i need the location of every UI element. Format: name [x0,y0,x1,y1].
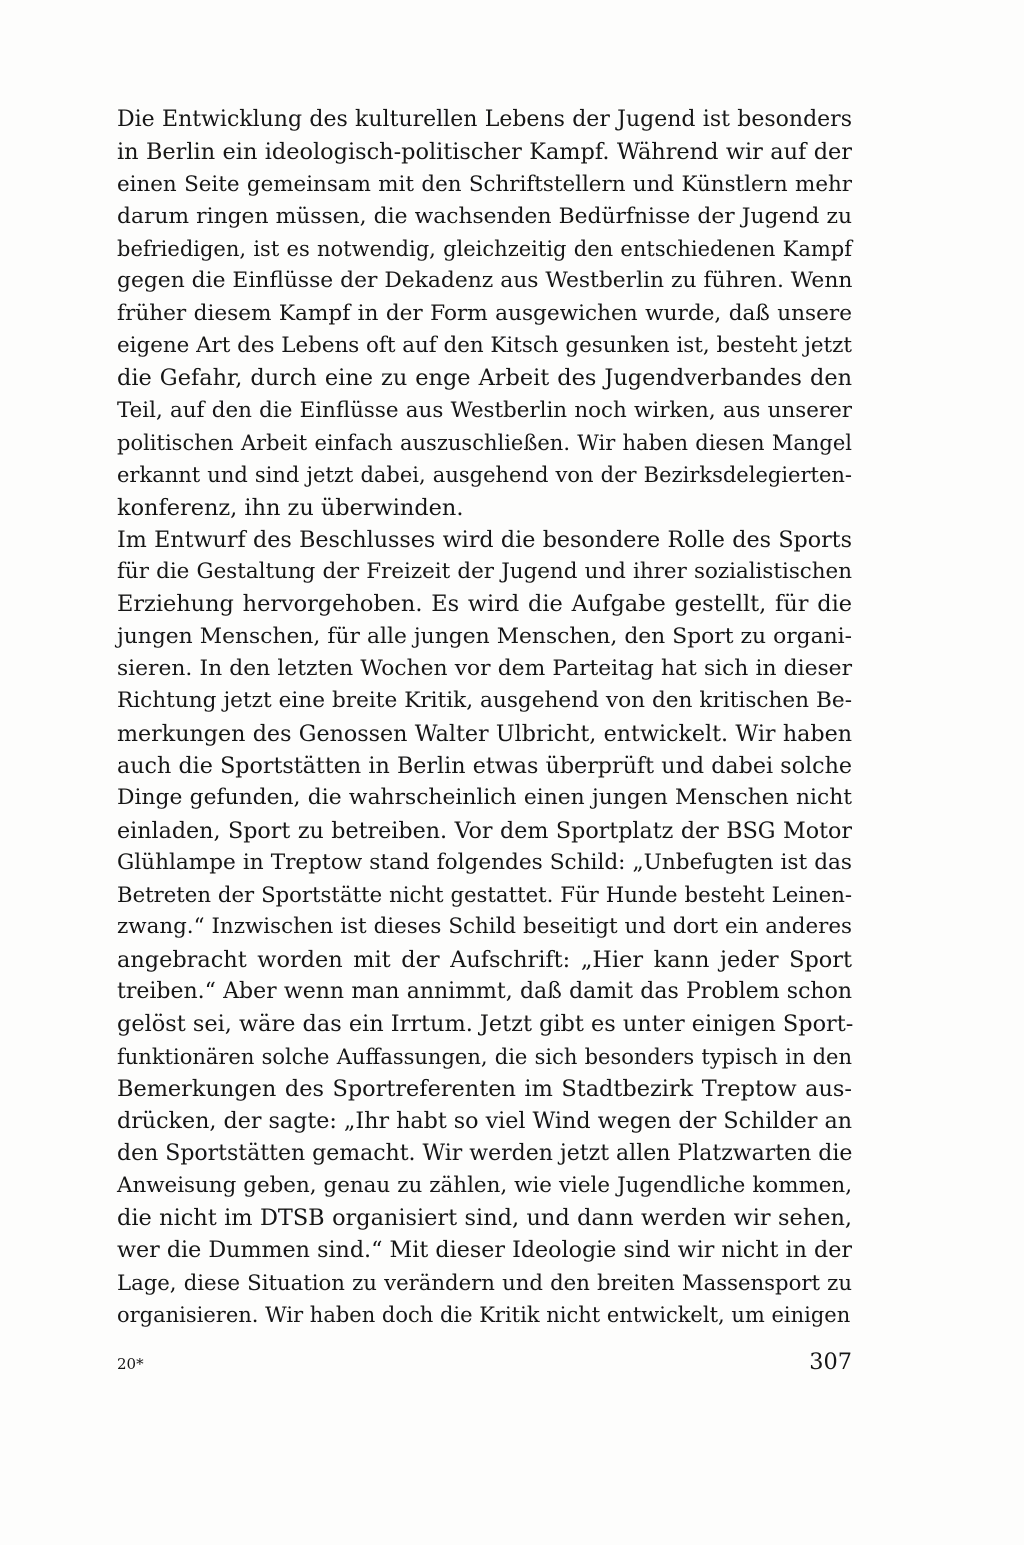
text-line: einen Seite gemeinsam mit den Schriftstellern und Künstlern mehr [117,171,852,197]
text-line: auch die Sportstätten in Berlin etwas überprüft und dabei solche [117,752,852,779]
text-line: jungen Menschen, für alle jungen Menschen, den Sport zu organi- [117,623,852,649]
text-line: merkungen des Genossen Walter Ulbricht, entwickelt. Wir haben [117,720,852,747]
text-line: für die Gestaltung der Freizeit der Jugend und ihrer sozialistischen [117,559,852,585]
text-line: erkannt und sind jetzt dabei, ausgehend von der Bezirksdelegierten- [117,463,852,488]
text-line: früher diesem Kampf in der Form ausgewichen wurde, daß unsere [117,300,852,326]
text-line: organisieren. Wir haben doch die Kritik nicht entwickelt, um einigen [117,1302,851,1327]
page-footer [117,1349,852,1389]
text-line: politischen Arbeit einfach auszuschließen. Wir haben diesen Mangel [117,430,852,455]
text-line: konferenz, ihn zu überwinden. [117,494,464,521]
text-line: Richtung jetzt eine breite Kritik, ausgehend von den kritischen Be- [117,688,852,714]
text-line: eigene Art des Lebens oft auf den Kitsch gesunken ist, besteht jetzt [117,333,852,359]
text-line: Im Entwurf des Beschlusses wird die besondere Rolle des Sports [117,526,852,553]
text-line: Betreten der Sportstätte nicht gestattet. Für Hunde besteht Leinen- [117,882,852,908]
text-line: in Berlin ein ideologisch-politischer Kampf. Während wir auf der [117,139,852,166]
text-line: funktionären solche Auffassungen, die sich besonders typisch in den [117,1044,852,1069]
text-line: einladen, Sport zu betreiben. Vor dem Sportplatz der BSG Motor [117,817,852,844]
text-line: Lage, diese Situation zu verändern und den breiten Massensport zu [117,1269,852,1295]
text-line: die Gefahr, durch eine zu enge Arbeit des Jugendverbandes den [117,365,852,392]
text-line: den Sportstätten gemacht. Wir werden jetzt allen Platzwarten die [117,1140,853,1166]
text-line: gelöst sei, wäre das ein Irrtum. Jetzt gibt es unter einigen Sport- [117,1011,854,1038]
text-line: Dinge gefunden, die wahrscheinlich einen jungen Menschen nicht [117,785,852,811]
text-line: drücken, der sagte: „Ihr habt so viel Wind wegen der Schilder an [117,1108,852,1135]
paragraph [117,104,852,524]
text-line: Bemerkungen des Sportreferenten im Stadtbezirk Treptow aus- [117,1075,852,1102]
text-line: gegen die Einflüsse der Dekadenz aus Westberlin zu führen. Wenn [117,268,853,294]
text-line: Teil, auf den die Einflüsse aus Westberlin noch wirken, aus unserer [117,397,852,423]
body-text [117,104,852,1331]
text-line: treiben.“ Aber wenn man annimmt, daß damit das Problem schon [117,979,852,1005]
text-line: Anweisung geben, genau zu zählen, wie viele Jugendliche kommen, [117,1172,852,1198]
text-line: Erziehung hervorgehoben. Es wird die Aufgabe gestellt, für die [117,591,852,618]
text-line: darum ringen müssen, die wachsenden Bedürfnisse der Jugend zu [117,203,852,229]
text-line: wer die Dummen sind.“ Mit dieser Ideologie sind wir nicht in der [117,1237,852,1264]
text-line: angebracht worden mit der Aufschrift: „Hier kann jeder Sport [117,946,852,973]
text-line: die nicht im DTSB organisiert sind, und dann werden wir sehen, [117,1205,852,1232]
text-line: Die Entwicklung des kulturellen Lebens der Jugend ist besonders [117,107,852,132]
text-line: befriedigen, ist es notwendig, gleichzeitig den entschiedenen Kampf [117,237,852,262]
text-line: sieren. In den letzten Wochen vor dem Parteitag hat sich in dieser [117,656,852,682]
text-line: Glühlampe in Treptow stand folgendes Schild: „Unbefugten ist das [117,849,852,875]
page-number: 307 [809,1349,852,1375]
paragraph [117,524,852,1331]
text-line: zwang.“ Inzwischen ist dieses Schild beseitigt und dort ein anderes [117,914,852,940]
sheet-signature: 20* [117,1355,144,1373]
